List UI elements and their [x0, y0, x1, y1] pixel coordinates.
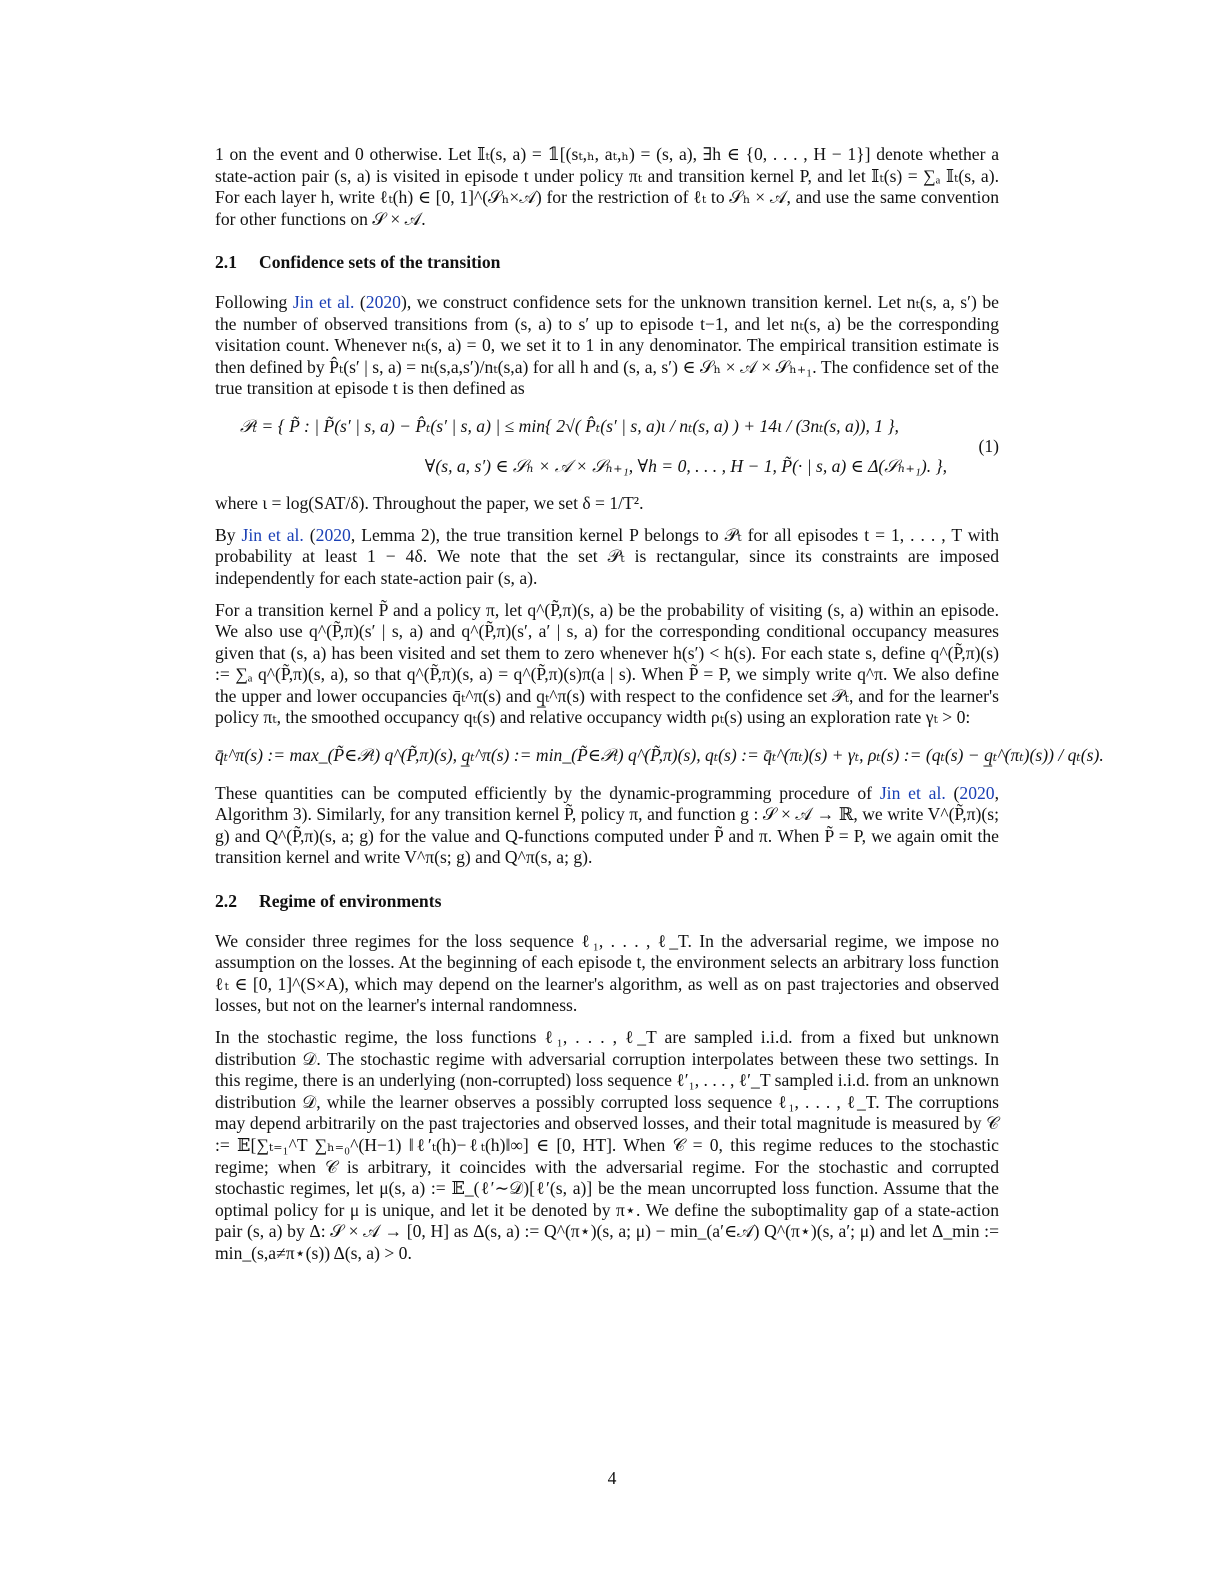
page-body	[215, 144, 1104, 1265]
equation-occupancy	[215, 745, 1104, 767]
paragraph-dynamic-programming	[215, 783, 999, 869]
paragraph-text: , Algorithm 3). Similarly, for any transition kernel P̃, policy π, and function g : 𝒮 × 𝒜 → ℝ, we write V^(P̃,π)(s; g) and Q^(P̃,π)(s, a; g) for the value and Q-functions computed under P̃ and π. When P̃ = P, we again omit the transition kernel and write V^π(s; g) and Q^π(s, a; g).	[215, 782, 999, 868]
page-number: 4	[607, 1468, 617, 1488]
paragraph-confidence-sets	[215, 292, 999, 400]
paragraph-text: (	[354, 291, 366, 312]
citation-link[interactable]: Jin et al.	[292, 291, 355, 312]
intro-paragraph: 1 on the event and 0 otherwise. Let 𝕀ₜ(s, a) = 𝟙[(sₜ,ₕ, aₜ,ₕ) = (s, a), ∃h ∈ {0, . . . , H − 1}] denote whether a state-action pair (s, a) is visited in episode t under policy πₜ and transition kernel P, and let 𝕀ₜ(s) = ∑ₐ 𝕀ₜ(s, a). For each layer h, write ℓₜ(h) ∈ [0, 1]^(𝒮ₕ×𝒜) for the restriction of ℓₜ to 𝒮ₕ × 𝒜, and use the same convention for other functions on 𝒮 × 𝒜.	[215, 144, 999, 229]
paragraph-text: These quantities can be computed efficiently by the dynamic-programming procedure of	[215, 782, 880, 803]
equation-line: ∀(s, a, s′) ∈ 𝒮ₕ × 𝒜 × 𝒮ₕ₊₁, ∀h = 0, . . . , H − 1, P̃(· | s, a) ∈ Δ(𝒮ₕ₊₁). },	[424, 455, 947, 476]
paragraph-occupancy: For a transition kernel P̃ and a policy π, let q^(P̃,π)(s, a) be the probability of visiting (s, a) within an episode. We also use q^(P̃,π)(s′ | s, a) and q^(P̃,π)(s′, a′ | s, a) for the corresponding conditional occupancy measures given that (s, a) has been visited and set them to zero whenever h(s′) < h(s). For each state s, define q^(P̃,π)(s) := ∑ₐ q^(P̃,π)(s, a), so that q^(P̃,π)(s, a) = q^(P̃,π)(s)π(a | s). When P̃ = P, we simply write q^π. We also define the upper and lower occupancies q̄ₜ^π(s) and q̲ₜ^π(s) with respect to the confidence set 𝒫ₜ, and for the learner's policy πₜ, the smoothed occupancy qₜ(s) and relative occupancy width ρₜ(s) using an exploration rate γₜ > 0:	[215, 599, 999, 728]
section-title: Confidence sets of the transition	[259, 252, 501, 273]
equation-line: 𝒫ₜ = { P̃ : | P̃(s′ | s, a) − P̂ₜ(s′ | s, a) | ≤ min{ 2√( P̂ₜ(s′ | s, a)ι / nₜ(s, a) ) + 14ι / (3nₜ(s, a)), 1 },	[240, 415, 899, 436]
section-heading-2-2	[215, 891, 999, 913]
paragraph-text: (	[945, 782, 960, 803]
citation-year-link[interactable]: 2020	[315, 524, 351, 545]
paragraph-text: (	[303, 524, 316, 545]
citation-link[interactable]: Jin et al.	[241, 524, 304, 545]
paragraph-text: Following	[215, 291, 293, 312]
section-number: 2.1	[215, 252, 237, 273]
section-number: 2.2	[215, 891, 237, 912]
citation-link[interactable]: Jin et al.	[879, 782, 946, 803]
paragraph-text: ), we construct confidence sets for the unknown transition kernel. Let nₜ(s, a, s′) be the number of observed transitions from (s, a) to s′ up to episode t−1, and let nₜ(s, a) be the corresponding visitation count. Whenever nₜ(s, a) = 0, we set it to 1 in any denominator. The empirical transition estimate is then defined by P̂ₜ(s′ | s, a) = nₜ(s,a,s′)/nₜ(s,a) for all h and (s, a, s′) ∈ 𝒮ₕ × 𝒜 × 𝒮ₕ₊₁. The confidence set of the true transition at episode t is then defined as	[215, 291, 999, 399]
section-title: Regime of environments	[259, 891, 442, 912]
equation-1	[215, 416, 999, 477]
paragraph-adversarial-regime: We consider three regimes for the loss sequence ℓ₁, . . . , ℓ_T. In the adversarial regime, we impose no assumption on the losses. At the beginning of each episode t, the environment selects an arbitrary loss function ℓₜ ∈ [0, 1]^(S×A), which may depend on the learner's algorithm, as well as on past trajectories and observed losses, but not on the learner's internal randomness.	[215, 930, 999, 1016]
equation-number: (1)	[978, 435, 999, 456]
paragraph-lemma	[215, 525, 999, 590]
paragraph-iota-definition: where ι = log(SAT/δ). Throughout the paper, we set δ = 1/T².	[215, 493, 644, 514]
section-heading-2-1	[215, 252, 999, 274]
citation-year-link[interactable]: 2020	[365, 291, 401, 312]
equation-line: q̄ₜ^π(s) := max_(P̃∈𝒫ₜ) q^(P̃,π)(s), q̲ₜ^π(s) := min_(P̃∈𝒫ₜ) q^(P̃,π)(s), qₜ(s) := q̄ₜ^(πₜ)(s) + γₜ, ρₜ(s) := (qₜ(s) − q̲ₜ^(πₜ)(s)) / qₜ(s).	[215, 745, 1104, 766]
paragraph-stochastic-regime: In the stochastic regime, the loss functions ℓ₁, . . . , ℓ_T are sampled i.i.d. from a fixed but unknown distribution 𝒟. The stochastic regime with adversarial corruption interpolates between these two settings. In this regime, there is an underlying (non-corrupted) loss sequence ℓ′₁, . . . , ℓ′_T sampled i.i.d. from an unknown distribution 𝒟, while the learner observes a possibly corrupted loss sequence ℓ₁, . . . , ℓ_T. The corruptions may depend arbitrarily on the past trajectories and observed losses, and their total magnitude is measured by 𝒞 := 𝔼[∑ₜ₌₁^T ∑ₕ₌₀^(H−1) ‖ℓ′ₜ(h)−ℓₜ(h)‖∞] ∈ [0, HT]. When 𝒞 = 0, this regime reduces to the stochastic regime; when 𝒞 is arbitrary, it coincides with the adversarial regime. For the stochastic and corrupted stochastic regimes, let μ(s, a) := 𝔼_(ℓ′∼𝒟)[ℓ′(s, a)] be the mean uncorrupted loss function. Assume that the optimal policy for μ is unique, and let it be denoted by π⋆. We define the suboptimality gap of a state-action pair (s, a) by Δ: 𝒮 × 𝒜 → [0, H] as Δ(s, a) := Q^(π⋆)(s, a; μ) − min_(a′∈𝒜) Q^(π⋆)(s, a′; μ) and let Δ_min := min_(s,a≠π⋆(s)) Δ(s, a) > 0.	[215, 1027, 999, 1263]
citation-year-link[interactable]: 2020	[959, 782, 995, 803]
paragraph-text: , Lemma 2), the true transition kernel P belongs to 𝒫ₜ for all episodes t = 1, . . . , T with probability at least 1 − 4δ. We note that the set 𝒫ₜ is rectangular, since its constraints are imposed independently for each state-action pair (s, a).	[215, 524, 1000, 588]
paragraph-text: By	[215, 524, 242, 545]
